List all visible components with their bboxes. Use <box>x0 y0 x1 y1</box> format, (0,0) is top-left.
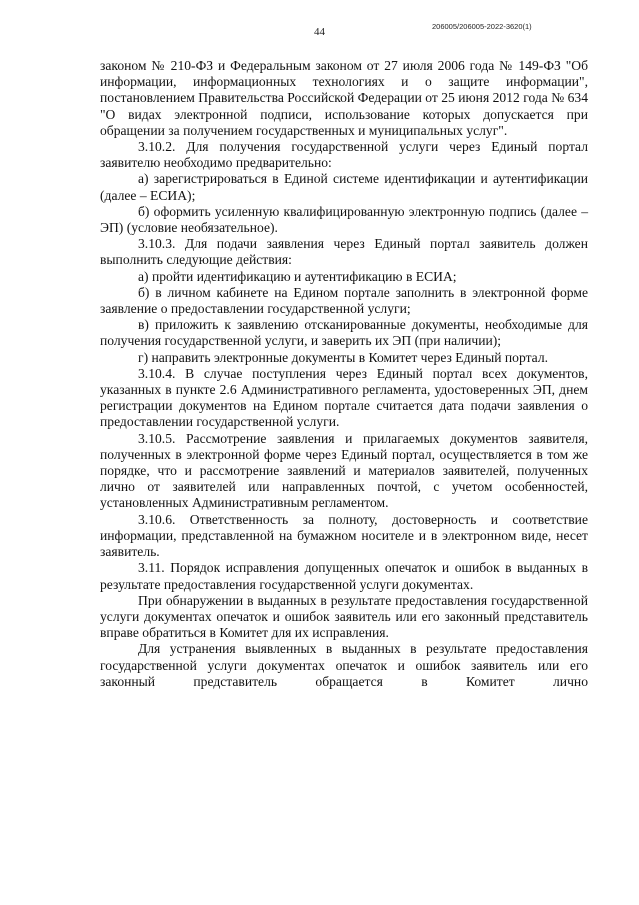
document-body <box>100 58 588 690</box>
list-item-signature: б) оформить усиленную квалифицированную электронную подпись (далее – ЭП) (условие необязательное). <box>100 203 588 236</box>
paragraph-3-10-3: 3.10.3. Для подачи заявления через Единый портал заявитель должен выполнить следующие действия: <box>100 236 588 268</box>
list-item-attach-documents: в) приложить к заявлению отсканированные документы, необходимые для получения государственной услуги, и заверить их ЭП (при наличии); <box>100 317 588 349</box>
paragraph-law-references: законом № 210-ФЗ и Федеральным законом от 27 июля 2006 года № 149-ФЗ "Об информации, информационных технологиях и о защите информации", постановлением Правительства Российской Федерации от 25 июня 2012 года № 634 "О видах электронной подписи, использование которых допускается при обращении за получением государственных и муниципальных услуг". <box>100 58 588 138</box>
list-item-register-esia: а) зарегистрироваться в Единой системе идентификации и аутентификации (далее – ЕСИА); <box>100 171 588 203</box>
page-number: 44 <box>314 26 325 38</box>
list-item-send-documents: г) направить электронные документы в Комитет через Единый портал. <box>138 349 549 365</box>
paragraph-3-10-6: 3.10.6. Ответственность за полноту, достоверность и соответствие информации, представленной на бумажном носителе и в электронном виде, несет заявитель. <box>100 511 588 560</box>
paragraph-errors-correction: Для устранения выявленных в выданных в результате предоставления государственной услуги документах опечаток и ошибок заявитель или его законный представитель обращается в Комитет лично <box>100 641 588 689</box>
paragraph-errors-found: При обнаружении в выданных в результате предоставления государственной услуги документах опечаток и ошибок заявитель или его законный представитель вправе обратиться в Комитет для их исправления. <box>100 592 588 641</box>
list-item-fill-form: б) в личном кабинете на Едином портале заполнить в электронной форме заявление о предоставлении государственной услуги; <box>100 284 588 317</box>
paragraph-3-10-5: 3.10.5. Рассмотрение заявления и прилагаемых документов заявителя, полученных в электронной форме через Единый портал, осуществляется в том же порядке, что и рассмотрение заявлений и материалов заявителей, полученных лично от заявителей или направленных почтой, с учетом особенностей, установленных Административным регламентом. <box>100 430 588 511</box>
section-heading-3-11: 3.11. Порядок исправления допущенных опечаток и ошибок в выданных в результате предоставления государственной услуги документах. <box>100 560 588 592</box>
document-code: 206005/206005-2022-3620(1) <box>432 22 532 31</box>
list-item-identification: а) пройти идентификацию и аутентификацию в ЕСИА; <box>138 268 457 284</box>
paragraph-3-10-2: 3.10.2. Для получения государственной услуги через Единый портал заявителю необходимо предварительно: <box>100 139 588 171</box>
paragraph-3-10-4: 3.10.4. В случае поступления через Единый портал всех документов, указанных в пункте 2.6 Административного регламента, удостоверенных ЭП, днем регистрации документов на Едином портале считается дата подачи заявления о предоставлении государственной услуги. <box>100 365 588 430</box>
